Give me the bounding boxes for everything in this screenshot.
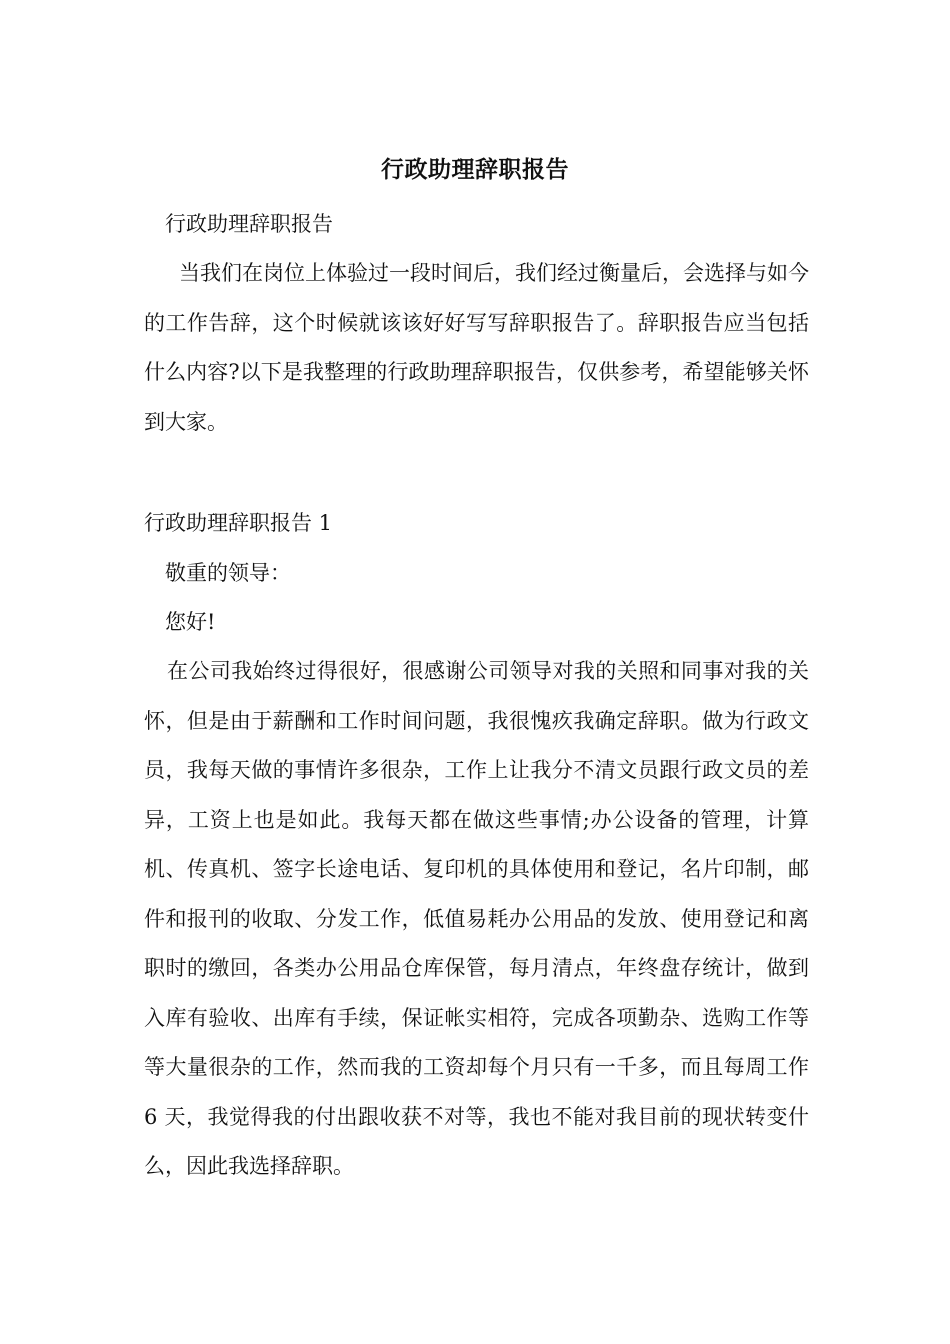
body-paragraph: 在公司我始终过得很好，很感谢公司领导对我的关照和同事对我的关怀，但是由于薪酬和工作时间问题，我很愧疚我确定辞职。做为行政文员，我每天做的事情许多很杂，工作上让我分不清文员跟行政文员的差异，工资上也是如此。我每天都在做这些事情;办公设备的管理，计算机、传真机、签字长途电话、复印机的具体使用和登记，名片印制，邮件和报刊的收取、分发工作，低值易耗办公用品的发放、使用登记和离职时的缴回，各类办公用品仓库保管，每月清点，年终盘存统计，做到入库有验收、出库有手续，保证帐实相符，完成各项勤杂、选购工作等等大量很杂的工作，然而我的工资却每个月只有一千多，而且每周工作 6 天，我觉得我的付出跟收获不对等，我也不能对我目前的现状转变什么，因此我选择辞职。 xyxy=(144,659,809,1178)
greeting: 您好! xyxy=(165,610,216,634)
section-heading: 行政助理辞职报告 1 xyxy=(144,511,333,535)
intro-paragraph: 当我们在岗位上体验过一段时间后，我们经过衡量后，会选择与如今的工作告辞，这个时候就该该好好写写辞职报告了。辞职报告应当包括什么内容?以下是我整理的行政助理辞职报告，仅供参考，希望能够关怀到大家。 xyxy=(144,261,809,434)
salutation: 敬重的领导： xyxy=(165,561,291,585)
document-title: 行政助理辞职报告 xyxy=(381,156,569,183)
document-subtitle: 行政助理辞职报告 xyxy=(165,212,333,236)
